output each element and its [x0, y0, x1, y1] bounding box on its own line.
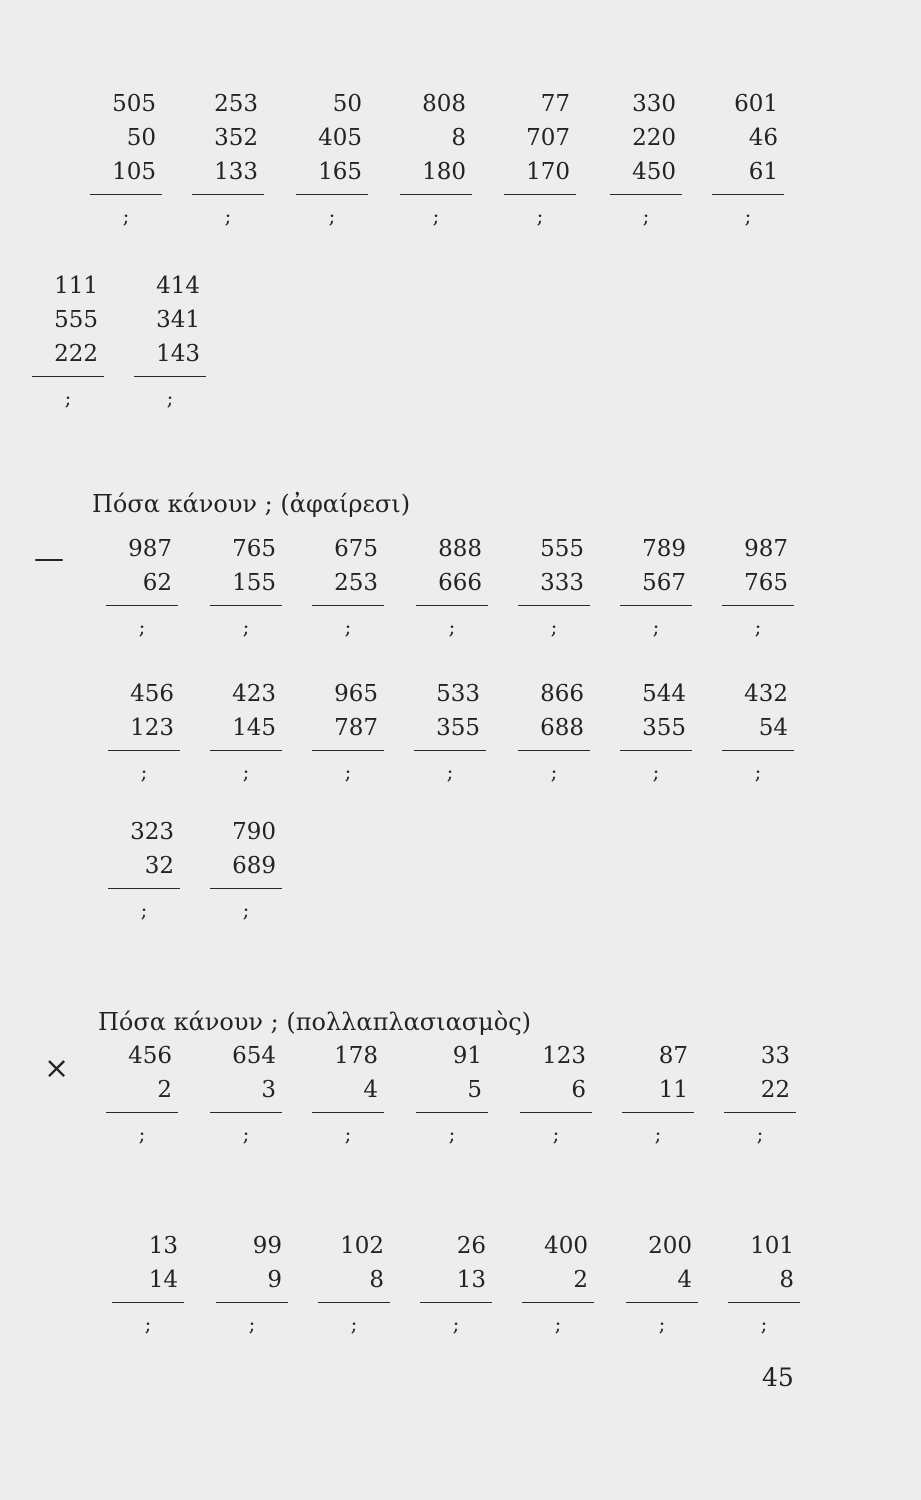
answer-mark: ;: [658, 1312, 666, 1336]
result-line: [622, 1112, 694, 1113]
minuend: 987: [744, 536, 788, 562]
operand-3: 180: [422, 159, 466, 185]
result-line: [210, 888, 282, 889]
multiplier: 13: [456, 1267, 486, 1293]
answer-mark: ;: [64, 386, 72, 410]
result-line: [416, 1112, 488, 1113]
operand-3: 222: [54, 341, 98, 367]
result-line: [312, 605, 384, 606]
answer-mark: ;: [242, 615, 250, 639]
multiplier: 22: [760, 1077, 790, 1103]
subtrahend: 765: [744, 570, 788, 596]
minuend: 965: [334, 681, 378, 707]
result-line: [112, 1302, 184, 1303]
subtrahend: 155: [232, 570, 276, 596]
multiplicand: 99: [252, 1233, 282, 1259]
answer-mark: ;: [144, 1312, 152, 1336]
multiplicand: 200: [648, 1233, 692, 1259]
operand-2: 352: [214, 125, 258, 151]
subtrahend: 688: [540, 715, 584, 741]
subtraction-heading: Πόσα κάνουν ; (ἀφαίρεσι): [92, 490, 411, 518]
answer-mark: ;: [552, 1122, 560, 1146]
multiplier: 2: [157, 1077, 172, 1103]
multiplier: 4: [677, 1267, 692, 1293]
page-number: 45: [762, 1363, 794, 1392]
subtrahend: 54: [758, 715, 788, 741]
subtrahend: 145: [232, 715, 276, 741]
multiplicand: 456: [128, 1043, 172, 1069]
answer-mark: ;: [432, 204, 440, 228]
operand-2: 46: [748, 125, 778, 151]
minuend: 765: [232, 536, 276, 562]
minuend: 533: [436, 681, 480, 707]
operand-2: 8: [451, 125, 466, 151]
operand-3: 61: [748, 159, 778, 185]
result-line: [312, 1112, 384, 1113]
answer-mark: ;: [448, 1122, 456, 1146]
multiplication-heading: Πόσα κάνουν ; (πολλαπλασιασμὸς): [98, 1008, 532, 1036]
sum-line: [400, 194, 472, 195]
answer-mark: ;: [242, 898, 250, 922]
sum-line: [90, 194, 162, 195]
sum-line: [32, 376, 104, 377]
answer-mark: ;: [140, 898, 148, 922]
multiplier: 8: [779, 1267, 794, 1293]
sum-line: [610, 194, 682, 195]
operand-3: 165: [318, 159, 362, 185]
operand-3: 143: [156, 341, 200, 367]
operand-2: 341: [156, 307, 200, 333]
answer-mark: ;: [138, 615, 146, 639]
answer-mark: ;: [122, 204, 130, 228]
result-line: [108, 888, 180, 889]
minuend: 544: [642, 681, 686, 707]
sum-line: [134, 376, 206, 377]
result-line: [722, 605, 794, 606]
operand-1: 808: [422, 91, 466, 117]
result-line: [106, 1112, 178, 1113]
result-line: [520, 1112, 592, 1113]
operand-3: 133: [214, 159, 258, 185]
subtrahend: 567: [642, 570, 686, 596]
result-line: [318, 1302, 390, 1303]
subtrahend: 355: [436, 715, 480, 741]
subtrahend: 123: [130, 715, 174, 741]
minuend: 456: [130, 681, 174, 707]
multiplicand: 654: [232, 1043, 276, 1069]
operand-1: 77: [540, 91, 570, 117]
subtrahend: 253: [334, 570, 378, 596]
answer-mark: ;: [344, 1122, 352, 1146]
answer-mark: ;: [350, 1312, 358, 1336]
result-line: [106, 605, 178, 606]
operand-1: 50: [332, 91, 362, 117]
minuend: 888: [438, 536, 482, 562]
answer-mark: ;: [554, 1312, 562, 1336]
multiplier: 9: [267, 1267, 282, 1293]
result-line: [626, 1302, 698, 1303]
result-line: [518, 750, 590, 751]
answer-mark: ;: [652, 760, 660, 784]
result-line: [416, 605, 488, 606]
result-line: [722, 750, 794, 751]
operand-2: 50: [126, 125, 156, 151]
minus-sign-icon: —: [34, 541, 64, 576]
minuend: 789: [642, 536, 686, 562]
multiplier: 4: [363, 1077, 378, 1103]
operand-3: 105: [112, 159, 156, 185]
operand-2: 405: [318, 125, 362, 151]
multiplicand: 33: [760, 1043, 790, 1069]
answer-mark: ;: [138, 1122, 146, 1146]
answer-mark: ;: [242, 1122, 250, 1146]
minuend: 555: [540, 536, 584, 562]
multiplicand: 101: [750, 1233, 794, 1259]
operand-2: 707: [526, 125, 570, 151]
multiplicand: 26: [456, 1233, 486, 1259]
sum-line: [296, 194, 368, 195]
operand-1: 505: [112, 91, 156, 117]
answer-mark: ;: [242, 760, 250, 784]
result-line: [518, 605, 590, 606]
minuend: 987: [128, 536, 172, 562]
answer-mark: ;: [224, 204, 232, 228]
answer-mark: ;: [754, 615, 762, 639]
multiplier: 3: [261, 1077, 276, 1103]
operand-1: 414: [156, 273, 200, 299]
result-line: [728, 1302, 800, 1303]
operand-3: 170: [526, 159, 570, 185]
result-line: [108, 750, 180, 751]
answer-mark: ;: [328, 204, 336, 228]
answer-mark: ;: [140, 760, 148, 784]
multiplier: 2: [573, 1267, 588, 1293]
answer-mark: ;: [248, 1312, 256, 1336]
answer-mark: ;: [446, 760, 454, 784]
subtrahend: 333: [540, 570, 584, 596]
result-line: [210, 605, 282, 606]
subtrahend: 689: [232, 853, 276, 879]
answer-mark: ;: [344, 760, 352, 784]
sum-line: [712, 194, 784, 195]
operand-1: 601: [734, 91, 778, 117]
answer-mark: ;: [536, 204, 544, 228]
result-line: [210, 750, 282, 751]
result-line: [522, 1302, 594, 1303]
multiplicand: 102: [340, 1233, 384, 1259]
multiplier: 11: [658, 1077, 688, 1103]
sum-line: [504, 194, 576, 195]
multiplicand: 13: [148, 1233, 178, 1259]
answer-mark: ;: [550, 760, 558, 784]
answer-mark: ;: [744, 204, 752, 228]
answer-mark: ;: [654, 1122, 662, 1146]
answer-mark: ;: [166, 386, 174, 410]
answer-mark: ;: [550, 615, 558, 639]
multiplier: 5: [467, 1077, 482, 1103]
multiplier: 14: [148, 1267, 178, 1293]
result-line: [620, 605, 692, 606]
minuend: 866: [540, 681, 584, 707]
minuend: 432: [744, 681, 788, 707]
minuend: 675: [334, 536, 378, 562]
operand-2: 220: [632, 125, 676, 151]
multiplicand: 87: [658, 1043, 688, 1069]
result-line: [216, 1302, 288, 1303]
answer-mark: ;: [452, 1312, 460, 1336]
answer-mark: ;: [652, 615, 660, 639]
operand-2: 555: [54, 307, 98, 333]
result-line: [414, 750, 486, 751]
answer-mark: ;: [344, 615, 352, 639]
multiplicand: 400: [544, 1233, 588, 1259]
sum-line: [192, 194, 264, 195]
times-sign-icon: ×: [44, 1051, 70, 1086]
multiplier: 6: [571, 1077, 586, 1103]
result-line: [420, 1302, 492, 1303]
answer-mark: ;: [754, 760, 762, 784]
answer-mark: ;: [448, 615, 456, 639]
operand-1: 253: [214, 91, 258, 117]
subtrahend: 32: [144, 853, 174, 879]
operand-1: 111: [54, 273, 98, 299]
subtrahend: 666: [438, 570, 482, 596]
answer-mark: ;: [756, 1122, 764, 1146]
answer-mark: ;: [760, 1312, 768, 1336]
multiplier: 8: [369, 1267, 384, 1293]
multiplicand: 91: [452, 1043, 482, 1069]
minuend: 423: [232, 681, 276, 707]
multiplicand: 123: [542, 1043, 586, 1069]
subtrahend: 787: [334, 715, 378, 741]
answer-mark: ;: [642, 204, 650, 228]
result-line: [210, 1112, 282, 1113]
result-line: [620, 750, 692, 751]
multiplicand: 178: [334, 1043, 378, 1069]
operand-3: 450: [632, 159, 676, 185]
operand-1: 330: [632, 91, 676, 117]
minuend: 790: [232, 819, 276, 845]
minuend: 323: [130, 819, 174, 845]
result-line: [724, 1112, 796, 1113]
subtrahend: 62: [142, 570, 172, 596]
subtrahend: 355: [642, 715, 686, 741]
result-line: [312, 750, 384, 751]
